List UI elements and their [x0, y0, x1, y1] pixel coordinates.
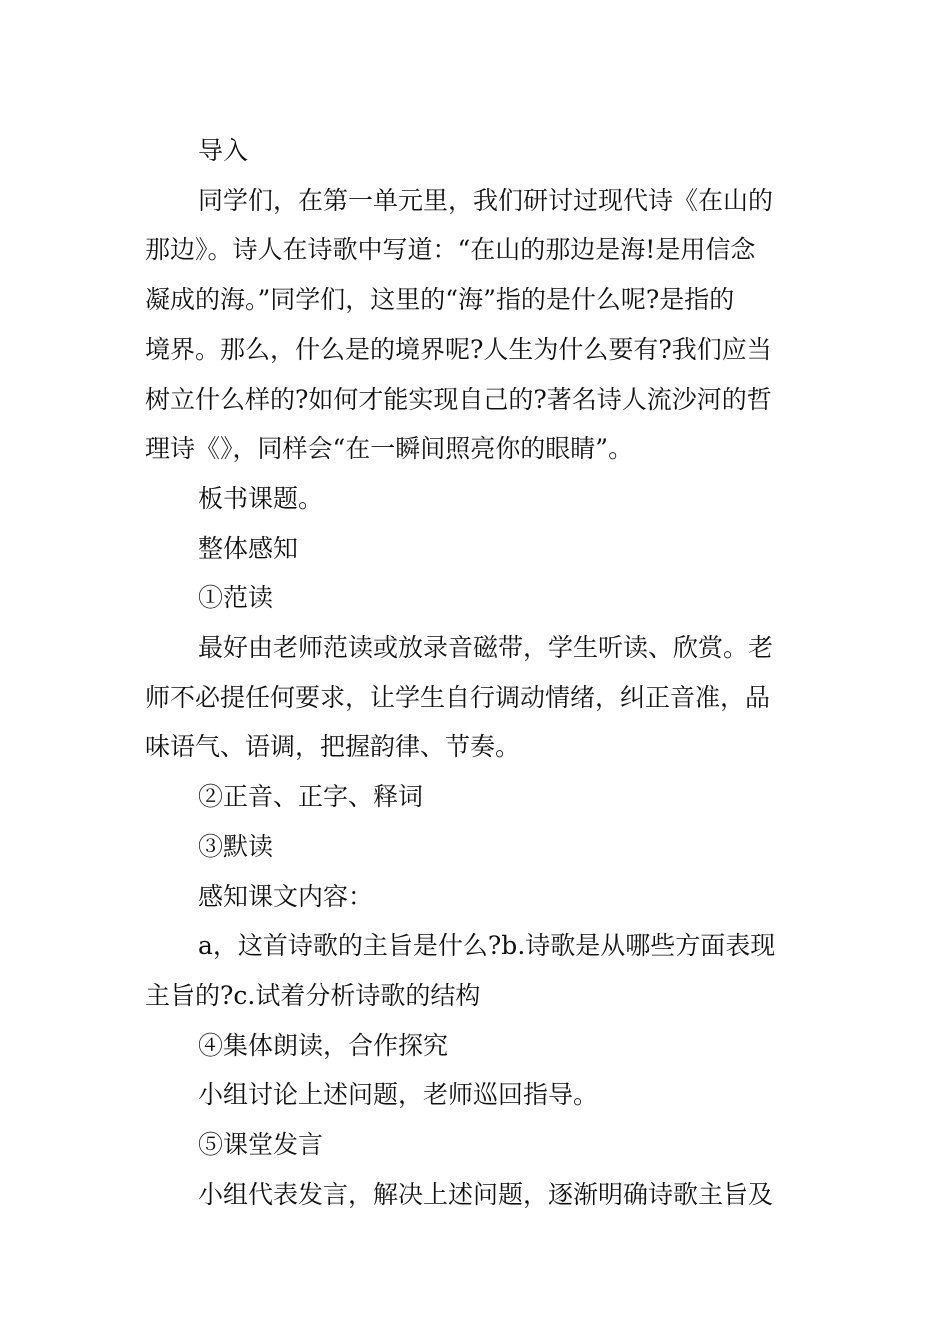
paragraph-class-speech [145, 1120, 807, 1170]
paragraph-representative-speech [145, 1170, 807, 1220]
text-line: a，这首诗歌的主旨是什么?b.诗歌是从哪些方面表现 [198, 931, 776, 961]
paragraph-perceive-content [145, 872, 807, 922]
text-line: 板书课题。 [198, 483, 324, 513]
paragraph-questions [145, 921, 807, 1020]
paragraph-group-reading [145, 1021, 807, 1071]
text-line: 凝成的海。”同学们，这里的“海”指的是什么呢?是指的 [145, 285, 735, 315]
paragraph-board-title [145, 474, 807, 524]
paragraph-silent-reading [145, 822, 807, 872]
document-body [145, 126, 807, 1219]
text-line: ②正音、正字、释词 [198, 782, 424, 812]
text-line: 师不必提任何要求，让学生自行调动情绪，纠正音准，品 [145, 682, 771, 712]
paragraph-model-reading-detail [145, 623, 807, 772]
text-line: 小组讨论上述问题，老师巡回指导。 [198, 1080, 599, 1110]
paragraph-pronunciation [145, 772, 807, 822]
text-line: ⑤课堂发言 [198, 1130, 324, 1160]
text-line: 整体感知 [198, 533, 299, 563]
text-line: 同学们，在第一单元里，我们研讨过现代诗《在山的 [198, 185, 774, 215]
paragraph-group-discussion [145, 1070, 807, 1120]
text-line: ①范读 [198, 583, 274, 613]
text-line: 感知课文内容： [198, 881, 374, 911]
paragraph-model-reading [145, 573, 807, 623]
text-line: 理诗《》，同样会“在一瞬间照亮你的眼睛”。 [145, 434, 634, 464]
text-line: 境界。那么，什么是的境界呢?人生为什么要有?我们应当 [145, 334, 772, 364]
heading-intro [145, 126, 807, 176]
text-line: ③默读 [198, 831, 274, 861]
text-line: 主旨的?c.试着分析诗歌的结构 [145, 980, 481, 1010]
paragraph-intro [145, 176, 807, 474]
text-line: 那边》。诗人在诗歌中写道：“在山的那边是海!是用信念 [145, 235, 756, 265]
text-line: 小组代表发言，解决上述问题，逐渐明确诗歌主旨及 [198, 1179, 774, 1209]
text-line: 树立什么样的?如何才能实现自己的?著名诗人流沙河的哲 [145, 384, 772, 414]
text-line: 导入 [198, 136, 249, 165]
text-line: 最好由老师范读或放录音磁带，学生听读、欣赏。老 [198, 633, 774, 663]
paragraph-overall-perception [145, 524, 807, 574]
text-line: 味语气、语调，把握韵律、节奏。 [145, 732, 521, 762]
text-line: ④集体朗读，合作探究 [198, 1030, 449, 1060]
